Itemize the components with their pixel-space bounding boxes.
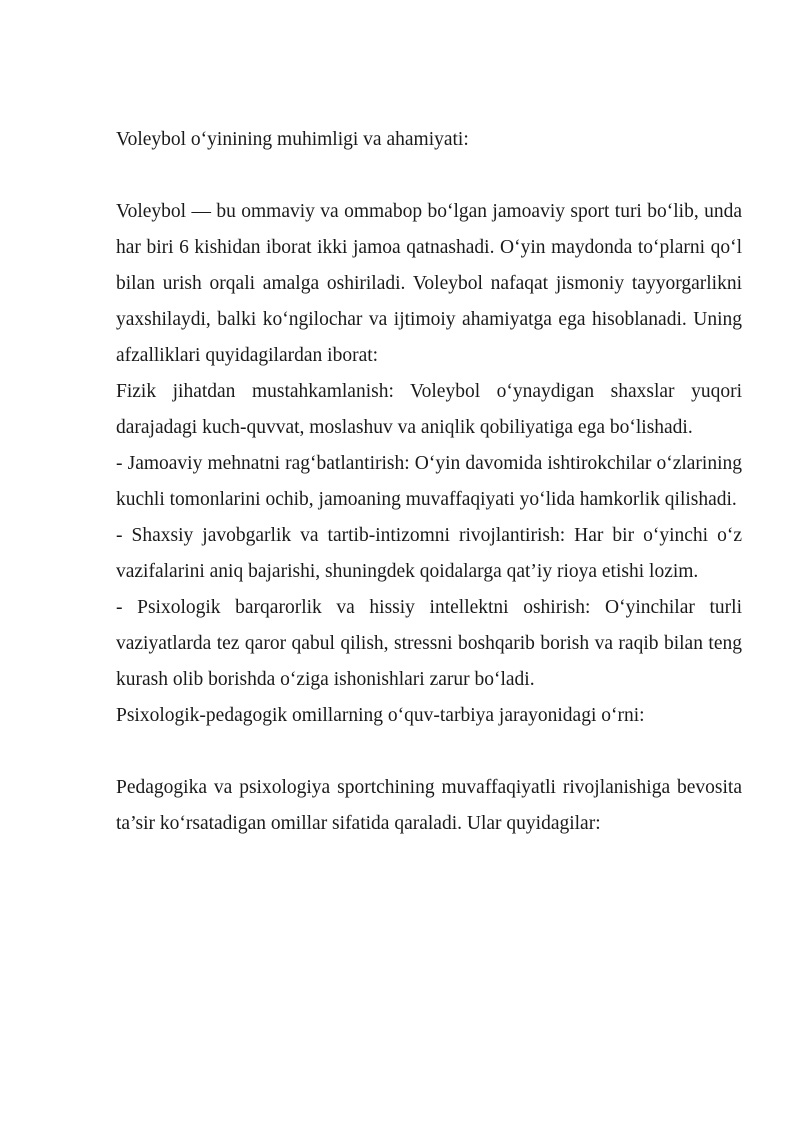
section-heading-factors: Psixologik-pedagogik omillarning o‘quv-tarbiya jarayonidagi o‘rni: bbox=[116, 705, 645, 726]
section-heading-importance: Voleybol o‘yinining muhimligi va ahamiyati: bbox=[116, 129, 469, 150]
benefit-teamwork: - Jamoaviy mehnatni rag‘batlantirish: O‘yin davomida ishtirokchilar o‘zlarining kuchli tomonlarini ochib, jamoaning muvaffaqiyati yo‘lida hamkorlik qilishadi. bbox=[116, 453, 742, 510]
outro-paragraph: Pedagogika va psixologiya sportchining muvaffaqiyatli rivojlanishiga bevosita ta’sir ko‘rsatadigan omillar sifatida qaraladi. Ular quyidagilar: bbox=[116, 777, 742, 834]
blank-line bbox=[116, 734, 742, 770]
benefit-responsibility: - Shaxsiy javobgarlik va tartib-intizomni rivojlantirish: Har bir o‘yinchi o‘z vazifalarini aniq bajarishi, shuningdek qoidalarga qat’iy rioya etishi lozim. bbox=[116, 525, 742, 582]
intro-paragraph: Voleybol — bu ommaviy va ommabop bo‘lgan jamoaviy sport turi bo‘lib, unda har biri 6 kishidan iborat ikki jamoa qatnashadi. O‘yin maydonda to‘plarni qo‘l bilan urish orqali amalga oshiriladi. Voleybol nafaqat jismoniy tayyorgarlikni yaxshilaydi, balki ko‘ngilochar va ijtimoiy ahamiyatga ega hisoblanadi. Uning afzalliklari quyidagilardan iborat: bbox=[116, 201, 742, 366]
benefit-physical: Fizik jihatdan mustahkamlanish: Voleybol o‘ynaydigan shaxslar yuqori darajadagi kuch-quvvat, moslashuv va aniqlik qobiliyatiga ega bo‘lishadi. bbox=[116, 381, 742, 438]
benefit-psychology: - Psixologik barqarorlik va hissiy intellektni oshirish: O‘yinchilar turli vaziyatlarda tez qaror qabul qilish, stressni boshqarib borish va raqib bilan teng kurash olib borishda o‘ziga ishonishlari zarur bo‘ladi. bbox=[116, 597, 742, 690]
blank-line bbox=[116, 158, 742, 194]
document-body bbox=[116, 122, 742, 842]
